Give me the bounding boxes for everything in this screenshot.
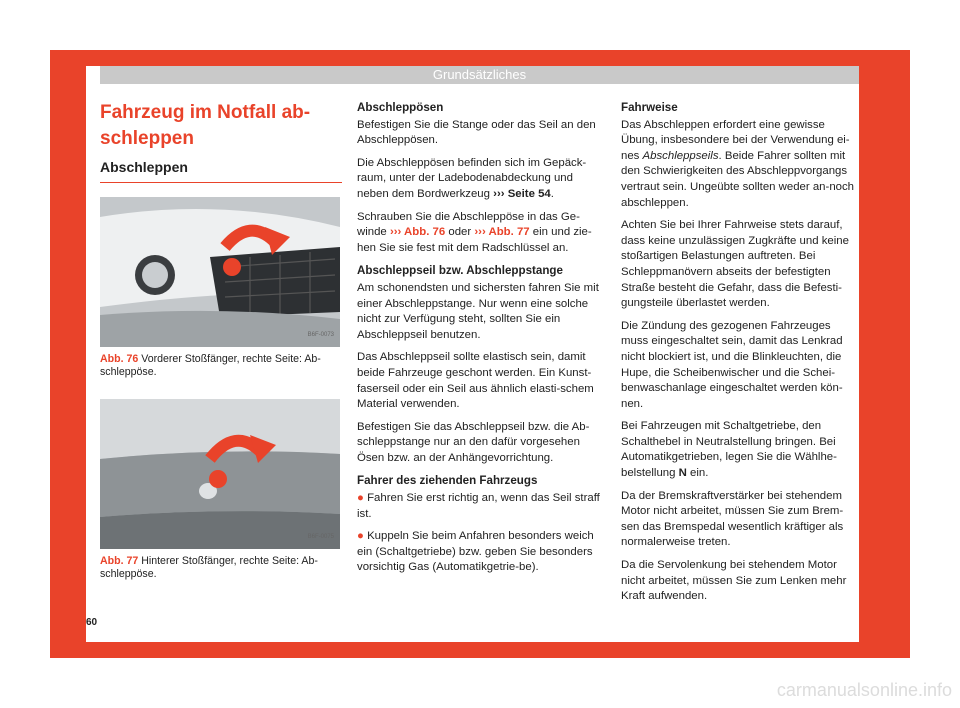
paragraph: Am schonendsten und sichersten fahren Sie mit einer Abschleppstange. Nur wenn eine solche nicht zur Verfügung steht, sollten Sie ein Abschleppseil benutzen. bbox=[357, 281, 599, 341]
list-item bbox=[357, 491, 602, 522]
figure-link[interactable]: ››› Abb. 76 bbox=[389, 226, 446, 239]
figure-link[interactable]: ››› Abb. 77 bbox=[474, 226, 530, 239]
text: Kuppeln Sie beim Anfahren besonders weich ein (Schaltgetriebe) bzw. geben Sie besonders vorsichtig Gas (Automatikgetrie-be). bbox=[357, 530, 594, 574]
figure-caption bbox=[100, 353, 342, 379]
heading: Fahrweise bbox=[621, 101, 678, 114]
text: Abschleppseils bbox=[642, 149, 719, 162]
figure-code: B6F-0075 bbox=[307, 534, 334, 540]
figure-rear-bumper bbox=[100, 399, 340, 549]
paragraph: Da die Servolenkung bei stehendem Motor nicht arbeitet, müssen Sie zum Lenken mehr Kraft aufwenden. bbox=[621, 559, 847, 603]
heading: Abschleppösen bbox=[357, 101, 444, 114]
figure-front-bumper bbox=[100, 197, 340, 347]
figure-code: B6F-0073 bbox=[307, 332, 334, 338]
paragraph: Da der Bremskraftverstärker bei stehendem Motor nicht arbeitet, müssen Sie zum Brem-sen das Bremspedal wesentlich kräftiger als normalerweise treten. bbox=[621, 489, 844, 549]
heading: Abschleppseil bzw. Abschleppstange bbox=[357, 264, 563, 278]
text: N bbox=[678, 467, 687, 480]
text: ein. bbox=[690, 467, 709, 480]
rear-bumper-illustration bbox=[100, 399, 340, 549]
text: ein und zie-hen Sie sie fest mit dem Radschlüssel an. bbox=[357, 226, 592, 254]
figure-number: Abb. 77 bbox=[100, 554, 139, 567]
column-2 bbox=[357, 100, 602, 583]
caption-text: Vorderer Stoßfänger, rechte Seite: Ab-schleppöse. bbox=[100, 352, 321, 378]
list-item bbox=[357, 529, 602, 576]
section-subtitle: Abschleppen bbox=[100, 160, 342, 183]
chapter-header: Grundsätzliches bbox=[100, 66, 859, 84]
text: . bbox=[550, 187, 554, 200]
heading: Fahrer des ziehenden Fahrzeugs bbox=[357, 474, 538, 488]
text: Fahren Sie erst richtig an, wenn das Seil straff ist. bbox=[357, 492, 600, 520]
manual-page bbox=[86, 66, 859, 642]
text: Schrauben Sie die Abschleppöse in das Ge-winde bbox=[357, 210, 580, 239]
page-number: 60 bbox=[86, 617, 98, 628]
paragraph bbox=[357, 210, 602, 257]
column-3 bbox=[621, 100, 859, 612]
paragraph: Achten Sie bei Ihrer Fahrweise stets darauf, dass keine unzulässigen Zugkräfte und keine stoßartigen Belastungen auftreten. Bei Schleppmanövern abseits der befestigten Straße besteht die Gefahr, dass die Befesti-gungsteile überlastet werden. bbox=[621, 219, 849, 310]
caption-text: Hinterer Stoßfänger, rechte Seite: Ab-schleppöse. bbox=[100, 554, 318, 580]
paragraph bbox=[621, 419, 859, 481]
text: oder bbox=[448, 226, 472, 239]
column-1 bbox=[100, 100, 342, 601]
paragraph bbox=[357, 156, 602, 203]
paragraph: Befestigen Sie die Stange oder das Seil an den Abschleppösen. bbox=[357, 118, 596, 147]
bullet-icon: ● bbox=[357, 492, 364, 505]
page-link[interactable]: ››› Seite 54 bbox=[493, 187, 551, 200]
bullet-icon: ● bbox=[357, 530, 364, 543]
paragraph: Befestigen Sie das Abschleppseil bzw. die Ab-schleppstange nur an den dafür vorgesehen Ösen bzw. an der Anhängevorrichtung. bbox=[357, 420, 590, 464]
figure-caption bbox=[100, 555, 342, 581]
section-title: Fahrzeug im Notfall ab- schleppen bbox=[100, 102, 311, 149]
figure-number: Abb. 76 bbox=[100, 352, 139, 365]
text: Bei Fahrzeugen mit Schaltgetriebe, den Schalthebel in Neutralstellung bringen. Bei Automatikgetrieben, legen Sie die Wählhe-belstellung bbox=[621, 420, 837, 480]
front-bumper-illustration bbox=[100, 197, 340, 347]
watermark: carmanualsonline.info bbox=[776, 680, 952, 700]
paragraph: Die Zündung des gezogenen Fahrzeuges muss eingeschaltet sein, damit das Lenkrad nicht blockiert ist, und die Blinkleuchten, die Hupe, die Scheibenwischer und die Schei-benwaschanlage eingeschaltet werden kön-nen. bbox=[621, 319, 843, 410]
text: . Beide Fahrer sollten mit den Schwierigkeiten des Abschleppvorgangs vertraut sein. Ungeübte sollten weder an-noch abschleppen. bbox=[621, 149, 855, 209]
paragraph: Das Abschleppseil sollte elastisch sein, damit beide Fahrzeuge geschont werden. Ein Kunst-faserseil oder ein Seil aus ähnlich elasti-schem Material verwenden. bbox=[357, 351, 594, 411]
text: Die Abschleppösen befinden sich im Gepäck-raum, unter der Ladebodenabdeckung und neben dem Bordwerkzeug bbox=[357, 156, 587, 200]
text: Das Abschleppen erfordert eine gewisse Übung, insbesondere bei der Verwendung ei-nes bbox=[621, 118, 850, 162]
paragraph bbox=[621, 118, 859, 212]
